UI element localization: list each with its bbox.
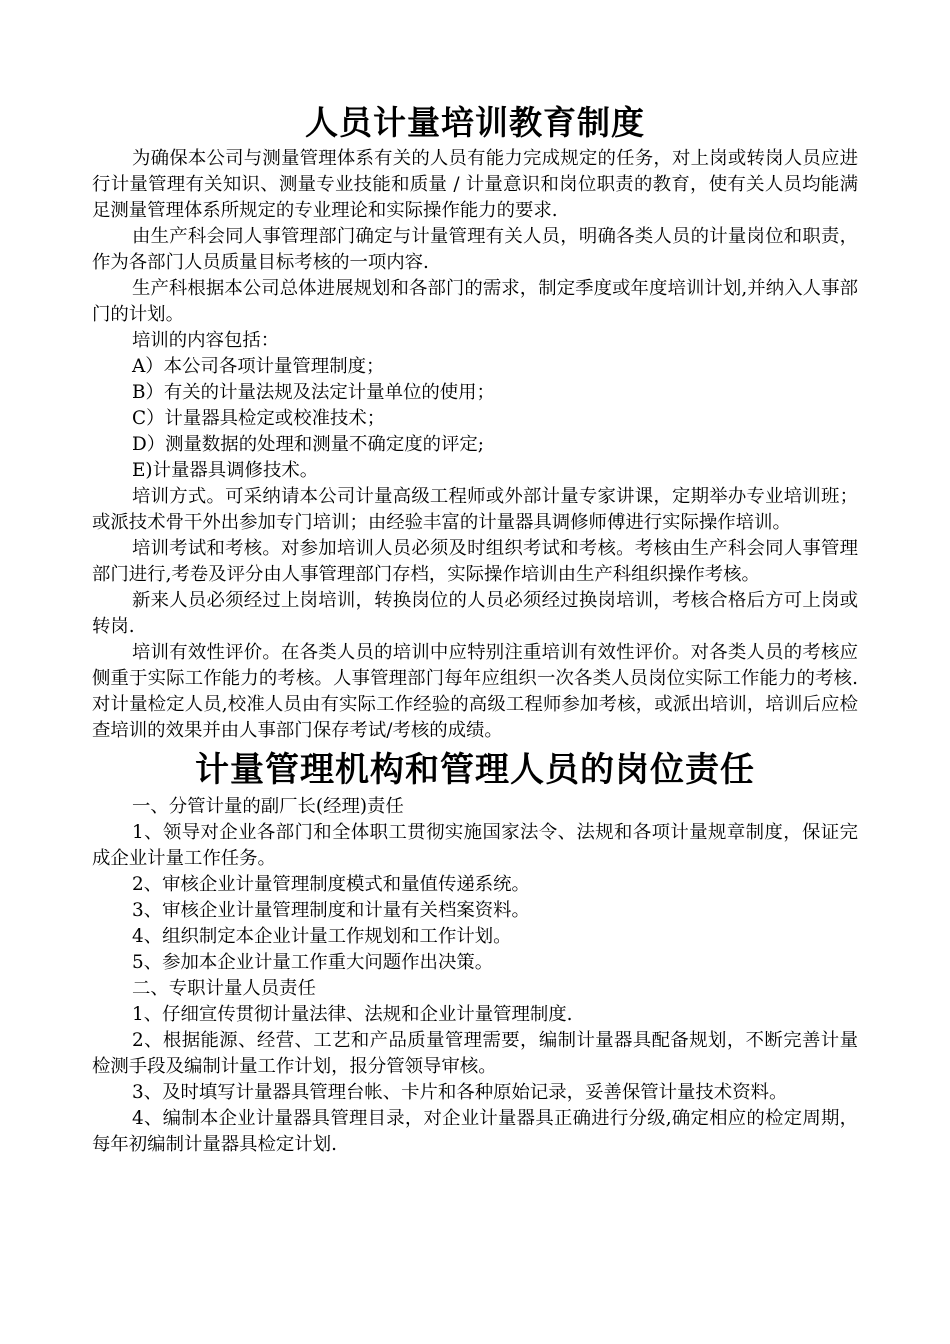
list-item: 4、组织制定本企业计量工作规划和工作计划。: [132, 926, 512, 947]
paragraph: 培训考试和考核。对参加培训人员必须及时组织考试和考核。考核由生产科会同人事管理部门进行,考卷及评分由人事管理部门存档，实际操作培训由生产科组织操作考核。: [92, 538, 858, 585]
paragraph: 为确保本公司与测量管理体系有关的人员有能力完成规定的任务，对上岗或转岗人员应进行计量管理有关知识、测量专业技能和质量 / 计量意识和岗位职责的教育，使有关人员均能满足测量管理体系所规定的专业理论和实际操作能力的要求.: [92, 148, 858, 221]
list-item: 2、审核企业计量管理制度模式和量值传递系统。: [132, 874, 530, 895]
list-item: C）计量器具检定或校准技术；: [132, 408, 386, 429]
paragraph: 由生产科会同人事管理部门确定与计量管理有关人员，明确各类人员的计量岗位和职责，作为各部门人员质量目标考核的一项内容.: [92, 226, 858, 273]
list-item: A）本公司各项计量管理制度；: [132, 356, 385, 377]
list-item: 1、领导对企业各部门和全体职工贯彻实施国家法令、法规和各项计量规章制度，保证完成企业计量工作任务。: [92, 822, 858, 869]
paragraph: 培训的内容包括：: [132, 330, 280, 351]
list-item: E)计量器具调修技术。: [132, 460, 319, 481]
subheading: 一、分管计量的副厂长(经理)责任: [132, 796, 404, 817]
list-item: 5、参加本企业计量工作重大问题作出决策。: [132, 952, 494, 973]
list-item: 3、及时填写计量器具管理台帐、卡片和各种原始记录，妥善保管计量技术资料。: [132, 1082, 788, 1103]
paragraph: 生产科根据本公司总体进展规划和各部门的需求，制定季度或年度培训计划,并纳入人事部门的计划。: [92, 278, 858, 325]
paragraph: 新来人员必须经过上岗培训，转换岗位的人员必须经过换岗培训，考核合格后方可上岗或转岗.: [92, 590, 858, 637]
list-item: 2、根据能源、经营、工艺和产品质量管理需要，编制计量器具配备规划，不断完善计量检测手段及编制计量工作计划，报分管领导审核。: [92, 1030, 858, 1077]
subheading: 二、专职计量人员责任: [132, 978, 316, 999]
document-page: [92, 100, 858, 1158]
list-item: 4、编制本企业计量器具管理目录，对企业计量器具正确进行分级,确定相应的检定周期，每年初编制计量器具检定计划.: [92, 1108, 858, 1155]
list-item: B）有关的计量法规及法定计量单位的使用；: [132, 382, 495, 403]
list-item: 3、审核企业计量管理制度和计量有关档案资料。: [132, 900, 530, 921]
list-item: 1、仔细宣传贯彻计量法律、法规和企业计量管理制度.: [132, 1004, 573, 1025]
paragraph: 培训方式。可采纳请本公司计量高级工程师或外部计量专家讲课，定期举办专业培训班；或派技术骨干外出参加专门培训；由经验丰富的计量器具调修师傅进行实际操作培训。: [92, 486, 858, 533]
section-title-training: 人员计量培训教育制度: [305, 103, 645, 142]
section-title-responsibilities: 计量管理机构和管理人员的岗位责任: [195, 750, 755, 790]
list-item: D）测量数据的处理和测量不确定度的评定;: [132, 434, 484, 455]
paragraph: 培训有效性评价。在各类人员的培训中应特别注重培训有效性评价。对各类人员的考核应侧重于实际工作能力的考核。人事管理部门每年应组织一次各类人员岗位实际工作能力的考核.对计量检定人员,校准人员由有实际工作经验的高级工程师参加考核，或派出培训，培训后应检查培训的效果并由人事部门保存考试/考核的成绩。: [92, 642, 858, 741]
